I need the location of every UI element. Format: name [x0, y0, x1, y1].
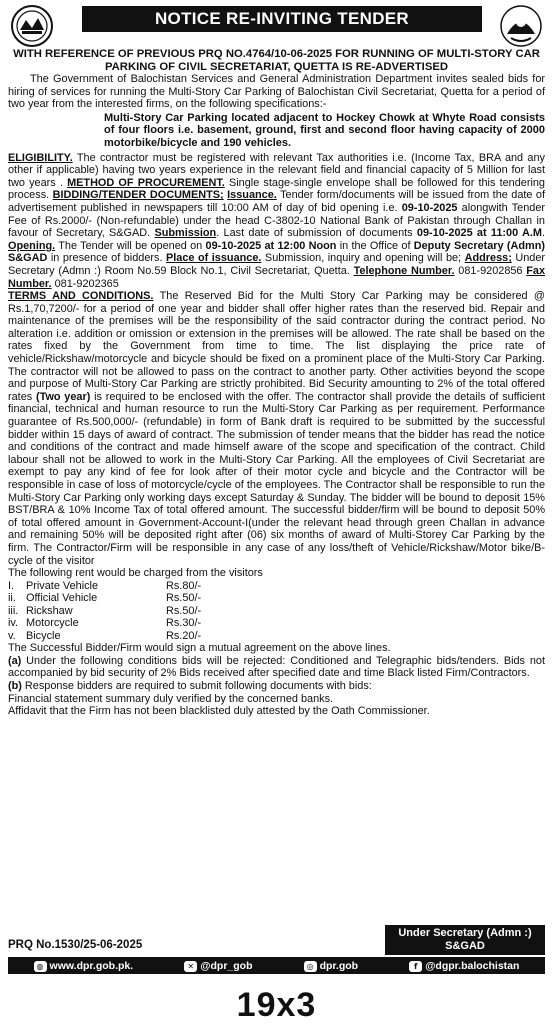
submission-date: 09-10-2025 at 11:00 A.M — [416, 227, 542, 240]
eligibility-text: The contractor must be registered with relevant Tax authorities i.e. (Income Tax, BRA and any other if applicable) having two years experience in the relevant field and financial capacity of 5 Million for last two years . — [8, 151, 545, 189]
website-link[interactable] — [34, 960, 134, 972]
terms-paragraph — [8, 290, 545, 567]
fax-number: 081-9202365 — [51, 277, 119, 290]
rent-row-vehicle: Rickshaw — [26, 604, 73, 617]
rent-row-rate: Rs.80/- — [166, 579, 202, 592]
place-label: Place of issuance. — [166, 252, 262, 265]
terms-text-2: is required to be enclosed with the offer. The contractor shall provide the details of sufficient financial, technical and human resource to run the Multi-Story Car Parking as per requirement. Performance guarantee of Rs.500,000/- (refundable) in form of Bank draft is required to be submitted by the successful bidder within 15 days of award of contract. The submission of tender means that the bidder has read the notice and conditions of the contract and made himself aware of the scope and specification of the contract. Child labour shall not be allowed to work in the Multi-Story Car Parking. All the employees of Civil Secretariat are exempt to pay any kind of fee for look after of their motor cycle and bicycle and the Contractor will be responsible in case of loss of motorcycle/cycle of the employees. The Contractor shall be responsible to run the Multi-Story Car Parking only working days except Saturday & Sunday. The bidder will be bound to deposit 15% BST/BRA & 10% Income Tax of total offered amount. The successful bidder/firm will be bound to deposit 50% of total offered amount in Government-Account-I(under the relevant head through green Challan in advance and remaining 50% will be deposited right after (06) six months of award of Multi-Storey Car Parking by the firm. The Contractor/Firm will be responsible in any case of any loss/theft of Vehicle/Rickshaw/Motor bike/B-cycle of the visitor — [8, 390, 545, 567]
submission-text: . Last date of submission of documents — [216, 227, 417, 240]
rent-row-number: I. — [8, 579, 15, 592]
condition-b-label: (b) — [8, 680, 22, 693]
signatory-dept: S&GAD — [445, 940, 485, 952]
agreement-line: The Successful Bidder/Firm would sign a mutual agreement on the above lines. — [8, 642, 391, 655]
specification: Multi-Story Car Parking located adjacent to Hockey Chowk at Whyte Road consists of four floors i.e. basement, ground, first and second floor having capacity of 2000 motorbike/bicycle and 190 vehicles. — [104, 111, 545, 149]
twitter-text: @dpr_gob — [200, 959, 253, 972]
office-name: Deputy Secretary (Admn) S&GAD — [8, 239, 545, 265]
rent-row-number: iii. — [8, 604, 19, 617]
opening-text2: in the Office of — [336, 239, 414, 252]
rent-row — [8, 630, 201, 643]
fax-label: Fax Number. — [8, 264, 546, 290]
rent-row — [8, 617, 201, 630]
intro-paragraph: The Government of Balochistan Services and General Administration Department invites sealed bids for hiring of services for running the Multi-Story Car Parking of Balochistan Civil Secretariat, Quetta for a period of two year from the interested firms, on the following specifications:- — [8, 73, 545, 111]
opening-date: 09-10-2025 at 12:00 Noon — [205, 239, 337, 252]
rent-row-rate: Rs.50/- — [166, 604, 202, 617]
eligibility-label: ELIGIBILITY. — [8, 151, 73, 164]
address-label: Address; — [464, 252, 512, 265]
facebook-link[interactable] — [409, 960, 519, 972]
rent-intro: The following rent would be charged from the visitors — [8, 567, 263, 580]
submission-label: Submission — [154, 227, 217, 240]
rent-row-vehicle: Bicycle — [26, 629, 61, 642]
address-text: Under Secretary (Admn :) Room No.59 Block No.1, Civil Secretariat, Quetta. — [8, 252, 546, 277]
issuance-label: Issuance. — [227, 189, 277, 202]
condition-a-text: Under the following conditions bids will be rejected: Conditioned and Telegraphic bids/tenders. Bids not accompanied by bid security of 2% Bids received after specified date and time Black listed Firm/Contractors. — [8, 654, 545, 680]
rent-row-number: v. — [8, 629, 16, 642]
rent-row-vehicle: Private Vehicle — [26, 579, 99, 592]
globe-icon: ◍ — [34, 961, 47, 972]
method-label: METHOD OF PROCUREMENT. — [67, 176, 225, 189]
signatory-title: Under Secretary (Admn :) — [398, 927, 532, 939]
condition-b — [8, 680, 545, 693]
terms-text-1: The Reserved Bid for the Multi Story Car Parking may be considered @ Rs.1,70,7200/- for a period of one year and bidder shall offer higher rates than the reserved bid. Repair and maintenance of the premises will be the responsibility of the said contractor during the contract period. No alteration i.e. addition or omission or extension in the premises will be allowed. The rate shall be based on the rates fixed by the Government from time to time. The list displaying the price rate of vehicle/Rickshaw/motorcycle and bicycle should be fixed on a prominent place of the Multi-Story Car Parking. The contractor will not be allowed to pass on the contract to another party. Other activities beyond the scope and purpose of Multi-Story Car Parking are strictly prohibited. Bid Security amounting to 2% of the total offered rates — [8, 290, 545, 403]
terms-label: TERMS AND CONDITIONS. — [8, 290, 154, 303]
bidding-label: BIDDING/TENDER DOCUMENTS; — [52, 189, 224, 202]
twitter-icon: ✕ — [184, 961, 197, 972]
rent-row-rate: Rs.30/- — [166, 617, 202, 630]
instagram-text: dpr.gob — [319, 959, 359, 972]
issuance-text: Tender form/documents will be issued from the date of advertisement published in newspapers till 10:00 AM of day of bid opening i.e. — [8, 189, 546, 214]
financial-statement-line: Financial statement summary duly verified by the concerned banks. — [8, 692, 334, 705]
rent-row-rate: Rs.20/- — [166, 629, 202, 642]
terms-two-year: (Two year) — [35, 390, 91, 403]
reference-line: WITH REFERENCE OF PREVIOUS PRQ NO.4764/10-06-2025 FOR RUNNING OF MULTI-STORY CAR PARKING OF CIVIL SECRETARIAT, QUETTA IS RE-ADVERTISED — [13, 48, 540, 73]
ad-size: 19x3 — [236, 986, 317, 1024]
logo-left — [10, 4, 54, 48]
condition-b-text: Response bidders are required to submit following documents with bids: — [21, 680, 372, 693]
rent-row-number: iv. — [8, 617, 19, 630]
rent-row-vehicle: Official Vehicle — [26, 592, 98, 605]
opening-text3: in presence of bidders. — [47, 252, 167, 265]
prq-number: PRQ No.1530/25-06-2025 — [8, 939, 143, 951]
eligibility-paragraph: ELIGIBILITY. The contractor must be registered with relevant Tax authorities i.e. (Income Tax, BRA and any other if applicable) having two years experience in the relevant field and financial capacity of 5 Million for last two years . METHOD OF PROCUREMENT. Single stage-single envelope shall be followed for this tendering process. BIDDING/TENDER DOCUMENTS; Issuance. Tender form/documents will be issued from the date of advertisement published in newspapers till 10:00 AM of day of bid opening i.e. 09-10-2025 alongwith Tender Fee of Rs.2000/- (Non-refundable) under the head C-3802-10 National Bank of Pakistan through Challan in favour of Secretary, S&GAD. Submission. Last date of submission of documents 09-10-2025 at 11:00 A.M. Opening. The Tender will be opened on 09-10-2025 at 12:00 Noon in the Office of Deputy Secretary (Admn) S&GAD in presence of bidders. Place of issuance. Submission, inquiry and opening will be; Address; Under Secretary (Admn :) Room No.59 Block No.1, Civil Secretariat, Quetta. Telephone Number. 081-9202856 Fax Number. 081-9202365 — [8, 151, 546, 290]
condition-a — [8, 655, 545, 680]
rent-row — [8, 580, 201, 593]
twitter-link[interactable] — [184, 960, 252, 972]
issuance-text2: alongwith Tender Fee of Rs.2000/- (Non-refundable) under the head C-3802-10 National Bank of Pakistan through Challan in favour of Secretary, S&GAD. — [8, 201, 545, 240]
website-text: www.dpr.gob.pk. — [49, 959, 134, 972]
place-text: Submission, inquiry and opening will be; — [261, 252, 465, 265]
rent-row-rate: Rs.50/- — [166, 592, 202, 605]
opening-label: Opening. — [8, 239, 56, 252]
notice-footer — [8, 925, 545, 955]
facebook-icon: f — [409, 961, 422, 972]
social-strip — [8, 957, 545, 974]
notice-header — [8, 4, 545, 46]
telephone-label: Telephone Number. — [353, 264, 455, 277]
rent-row-vehicle: Motorcycle — [26, 617, 79, 630]
telephone-number: 081-9202856 — [454, 264, 527, 277]
opening-text: The Tender will be opened on — [55, 239, 206, 252]
rent-row — [8, 605, 201, 618]
condition-a-label: (a) — [8, 654, 22, 667]
signatory-box — [385, 925, 545, 955]
logo-right — [499, 4, 543, 48]
notice-title: NOTICE RE-INVITING TENDER — [82, 6, 482, 32]
affidavit-line: Affidavit that the Firm has not been blacklisted duly attested by the Oath Commissioner. — [8, 705, 430, 718]
instagram-icon: ◎ — [304, 961, 317, 972]
facebook-text: @dgpr.balochistan — [425, 959, 520, 972]
method-text: Single stage-single envelope shall be followed for this tendering process. — [8, 176, 545, 202]
issuance-date: 09-10-2025 — [401, 201, 458, 214]
instagram-link[interactable] — [304, 960, 359, 972]
rent-row — [8, 592, 201, 605]
rent-table — [8, 580, 201, 643]
rent-row-number: ii. — [8, 592, 16, 605]
